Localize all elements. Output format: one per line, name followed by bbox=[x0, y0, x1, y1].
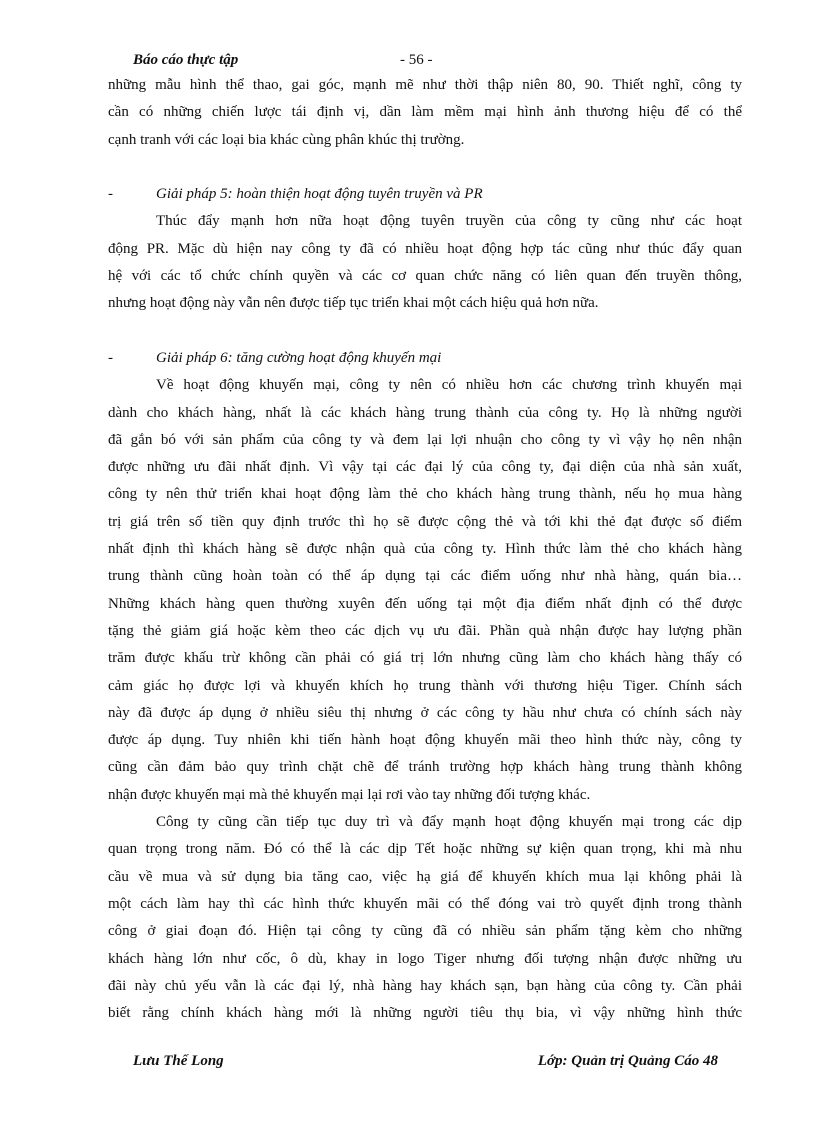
text-line: được những ưu đãi nhất định. Vì vậy tại các đại lý của công ty, đại diện của nhà sản xuất, bbox=[108, 459, 742, 476]
text-line: động PR. Mặc dù hiện nay công ty đã có nhiều hoạt động hợp tác cũng như thúc đẩy quan bbox=[108, 240, 742, 257]
text-line: một cách làm hay thì các hình thức khuyến mãi có thể đóng vai trò quyết định trong thành bbox=[108, 895, 742, 912]
heading-text: Giải pháp 5: hoàn thiện hoạt động tuyên truyền và PR bbox=[156, 186, 483, 203]
report-title: Báo cáo thực tập bbox=[133, 52, 239, 68]
text-line: trung thành cũng hoàn toàn có thể áp dụng tại các điểm uống như nhà hàng, quán bia… bbox=[108, 568, 742, 585]
text-line: cạnh tranh với các loại bia khác cùng phân khúc thị trường. bbox=[108, 131, 465, 148]
text-line: đã gắn bó với sản phẩm của công ty và đem lại lợi nhuận cho công ty vì vậy họ nên nhận bbox=[108, 431, 742, 448]
text-line: biết rằng chính khách hàng mới là những người tiêu thụ bia, vì vậy những hình thức bbox=[108, 1005, 742, 1022]
text-line: dành cho khách hàng, nhất là các khách hàng trung thành của công ty. Họ là những người bbox=[108, 404, 742, 421]
text-line: trị giá trên số tiền quy định trước thì họ sẽ được cộng thẻ và tới khi thẻ đạt được số điểm bbox=[108, 513, 742, 530]
text-line: nhưng hoạt động này vẫn nên được tiếp tục triển khai một cách hiệu quả hơn nữa. bbox=[108, 295, 599, 312]
page-number: - 56 - bbox=[400, 52, 433, 68]
author-name: Lưu Thế Long bbox=[133, 1053, 224, 1069]
text-line: Những khách hàng quen thường xuyên đến uống tại một địa điểm nhất định có thể được bbox=[108, 595, 742, 612]
text-line: công ở giai đoạn đó. Hiện tại công ty cũng đã có nhiều sản phẩm tặng kèm cho những bbox=[108, 923, 742, 940]
text-line: Về hoạt động khuyến mại, công ty nên có nhiều hơn các chương trình khuyến mại bbox=[156, 377, 742, 394]
text-line: đãi này chủ yếu vẫn là các đại lý, nhà hàng hay khách sạn, bạn hàng của công ty. Cần phải bbox=[108, 977, 742, 994]
text-line: được áp dụng. Tuy nhiên khi tiến hành hoạt động khuyến mãi theo hình thức này, công ty bbox=[108, 732, 742, 749]
text-line: cảm giác họ được lợi và khuyến khích họ trung thành với thương hiệu Tiger. Chính sách bbox=[108, 677, 742, 694]
section-heading-solution-6 bbox=[108, 345, 742, 372]
class-name: Lớp: Quản trị Quảng Cáo 48 bbox=[537, 1053, 718, 1069]
text-line: Thúc đẩy mạnh hơn nữa hoạt động tuyên truyền của công ty cũng như các hoạt bbox=[156, 213, 742, 230]
text-line: những mẫu hình thể thao, gai góc, mạnh mẽ như thời thập niên 80, 90. Thiết nghĩ, công ty bbox=[108, 77, 742, 93]
blank-line bbox=[108, 318, 742, 345]
document-body bbox=[108, 72, 742, 1027]
text-line: cần có những chiến lược tái định vị, dần làm mềm mại hình ảnh thương hiệu để có thể bbox=[108, 104, 742, 121]
bullet-dash: - bbox=[108, 349, 113, 366]
heading-text: Giải pháp 6: tăng cường hoạt động khuyến mại bbox=[156, 349, 442, 366]
text-line: quan trọng trong năm. Đó có thể là các dịp Tết hoặc những sự kiện quan trọng, khi mà nhu bbox=[108, 841, 742, 858]
blank-line bbox=[108, 154, 742, 181]
text-line: tặng thẻ giảm giá hoặc kèm theo các dịch vụ ưu đãi. Phần quà nhận được hay lượng phần bbox=[108, 622, 742, 639]
text-line: trăm được khấu trừ không cần phải có giá trị lớn nhưng cũng làm cho khách hàng thấy có bbox=[108, 650, 742, 667]
text-line: cũng cần đảm bảo quy trình chặt chẽ để tránh trường hợp khách hàng trung thành không bbox=[108, 759, 742, 776]
text-line: hệ với các tổ chức chính quyền và các cơ quan chức năng có liên quan đến truyền thông, bbox=[108, 268, 742, 285]
page-footer bbox=[0, 1053, 816, 1077]
text-line: nhất định thì khách hàng sẽ được nhận quà của công ty. Hình thức làm thẻ cho khách hàng bbox=[108, 541, 742, 558]
text-line: khách hàng lớn như cốc, ô dù, khay in logo Tiger nhưng đối tượng nhận được những ưu bbox=[108, 950, 742, 967]
bullet-dash: - bbox=[108, 186, 113, 203]
section-heading-solution-5 bbox=[108, 181, 742, 208]
text-line: công ty nên thử triển khai hoạt động làm thẻ cho khách hàng trung thành, nếu họ mua hàng bbox=[108, 486, 742, 503]
text-line: nhận được khuyến mại mà thẻ khuyến mại lại rơi vào tay những đối tượng khác. bbox=[108, 786, 591, 803]
text-line: Công ty cũng cần tiếp tục duy trì và đẩy mạnh hoạt động khuyến mại trong các dịp bbox=[156, 814, 742, 831]
text-line: cầu về mua và sử dụng bia tăng cao, việc hạ giá để khuyến khích mua lại không phải là bbox=[108, 868, 742, 885]
page-header bbox=[0, 52, 816, 74]
text-line: này đã được áp dụng ở nhiều siêu thị nhưng ở các công ty hầu như chưa có chính sách này bbox=[108, 704, 742, 721]
